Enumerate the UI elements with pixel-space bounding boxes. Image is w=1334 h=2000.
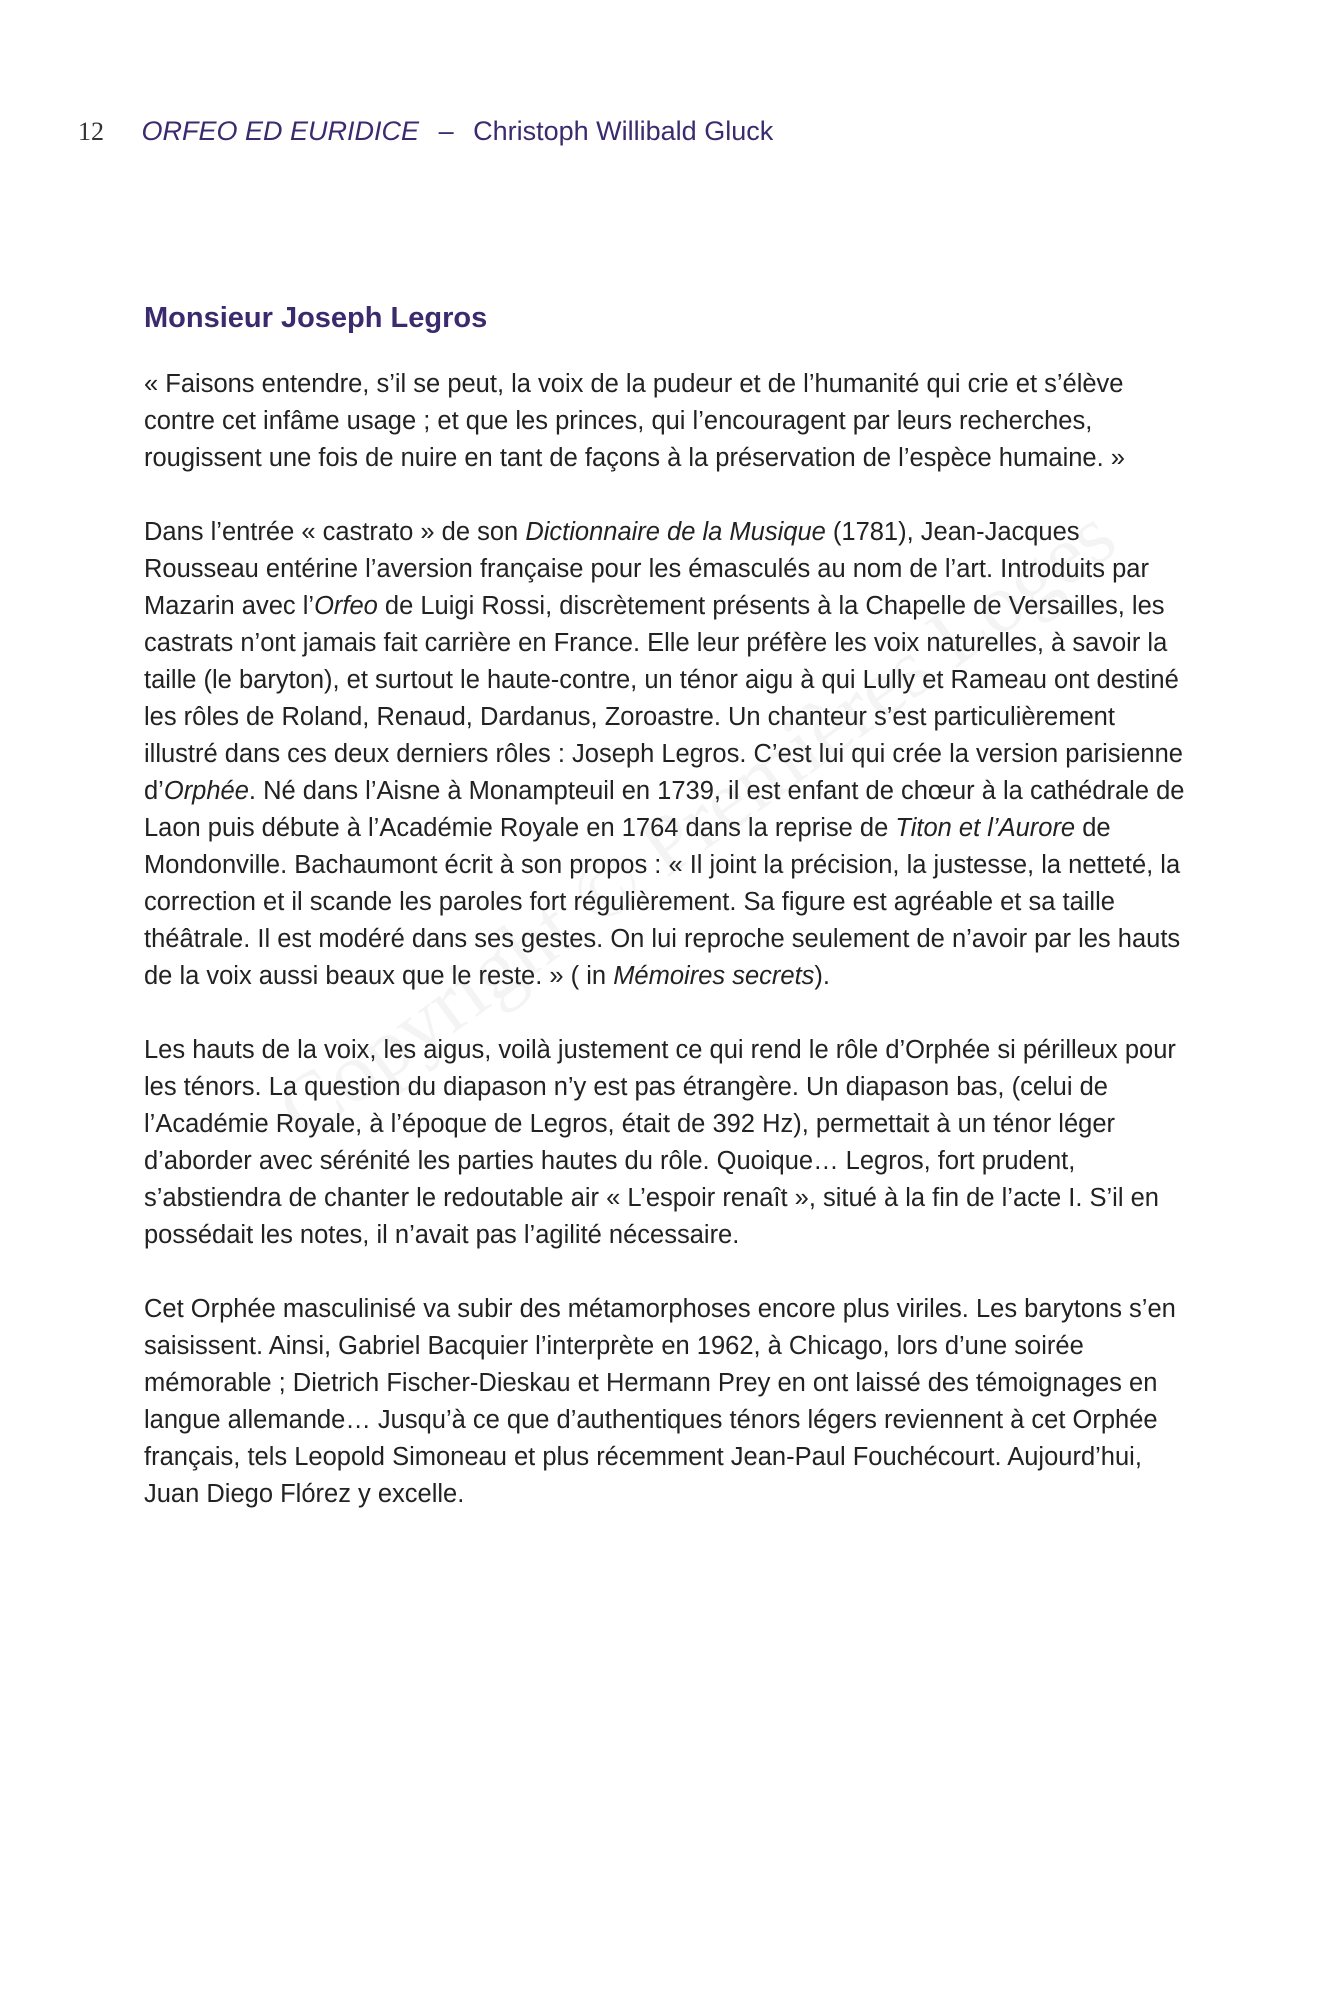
composer-name: Christoph Willibald Gluck bbox=[473, 116, 774, 146]
paragraph-text: ). bbox=[814, 962, 830, 990]
paragraph bbox=[144, 366, 1194, 477]
italic-title-text: Mémoires secrets bbox=[613, 962, 815, 990]
italic-title-text: Titon et l’Aurore bbox=[895, 814, 1076, 842]
italic-title-text: Orfeo bbox=[314, 592, 378, 620]
page-number: 12 bbox=[78, 117, 104, 146]
running-header bbox=[78, 116, 773, 147]
paragraph-text: « Faisons entendre, s’il se peut, la voix de la pudeur et de l’humanité qui crie et s’élève contre cet infâme usage ; et que les princes, qui l’encouragent par leurs recherches, rougissent une fois de nuire en tant de façons à la préservation de l’espèce humaine. » bbox=[144, 370, 1125, 472]
section-title: Monsieur Joseph Legros bbox=[144, 302, 488, 334]
work-title: ORFEO ED EURIDICE bbox=[141, 116, 420, 146]
paragraph-text: de Mondonville. Bachaumont écrit à son propos : « Il joint la précision, la justesse, la netteté, la correction et il scande les paroles fort régulièrement. Sa figure est agréable et sa taille théâtrale. Il est modéré dans ses gestes. On lui reproche seulement de n’avoir par les hauts de la voix aussi beaux que le reste. » ( in bbox=[144, 814, 1181, 990]
header-separator: – bbox=[438, 116, 454, 146]
paragraph bbox=[144, 514, 1194, 995]
paragraph-text: de Luigi Rossi, discrètement présents à la Chapelle de Versailles, les castrats n’ont jamais fait carrière en France. Elle leur préfère les voix naturelles, à savoir la taille (le baryton), et surtout le haute-contre, un ténor aigu à qui Lully et Rameau ont destiné les rôles de Roland, Renaud, Dardanus, Zoroastre. Un chanteur s’est particulièrement illustré dans ces deux derniers rôles : Joseph Legros. C’est lui qui crée la version parisienne d’ bbox=[144, 592, 1183, 805]
paragraph-text: . Né dans l’Aisne à Monampteuil en 1739, il est enfant de chœur à la cathédrale de Laon puis débute à l’Académie Royale en 1764 dans la reprise de bbox=[144, 777, 1185, 842]
italic-title-text: Orphée bbox=[163, 777, 249, 805]
paragraph-text: Cet Orphée masculinisé va subir des métamorphoses encore plus viriles. Les barytons s’en saisissent. Ainsi, Gabriel Bacquier l’interprète en 1962, à Chicago, lors d’une soirée mémorable ; Dietrich Fischer-Dieskau et Hermann Prey en ont laissé des témoignages en langue allemande… Jusqu’à ce que d’authentiques ténors légers reviennent à cet Orphée français, tels Leopold Simoneau et plus récemment Jean-Paul Fouchécourt. Aujourd’hui, Juan Diego Flórez y excelle. bbox=[144, 1295, 1176, 1508]
italic-title-text: Dictionnaire de la Musique bbox=[525, 518, 826, 546]
body-text bbox=[144, 366, 1194, 1513]
paragraph bbox=[144, 1032, 1194, 1254]
paragraph bbox=[144, 1291, 1194, 1513]
paragraph-text: (1781), Jean-Jacques Rousseau entérine l’aversion française pour les émasculés au nom de l’art. Introduits par Mazarin avec l’ bbox=[144, 518, 1149, 620]
paragraph-text: Les hauts de la voix, les aigus, voilà justement ce qui rend le rôle d’Orphée si périlleux pour les ténors. La question du diapason n’y est pas étrangère. Un diapason bas, (celui de l’Académie Royale, à l’époque de Legros, était de 392 Hz), permettait à un ténor léger d’aborder avec sérénité les parties hautes du rôle. Quoique… Legros, fort prudent, s’abstiendra de chanter le redoutable air « L’espoir renaît », situé à la fin de l’acte I. S’il en possédait les notes, il n’avait pas l’agilité nécessaire. bbox=[144, 1036, 1176, 1249]
paragraph-text: Dans l’entrée « castrato » de son bbox=[144, 518, 526, 546]
main-content bbox=[144, 296, 1194, 1550]
